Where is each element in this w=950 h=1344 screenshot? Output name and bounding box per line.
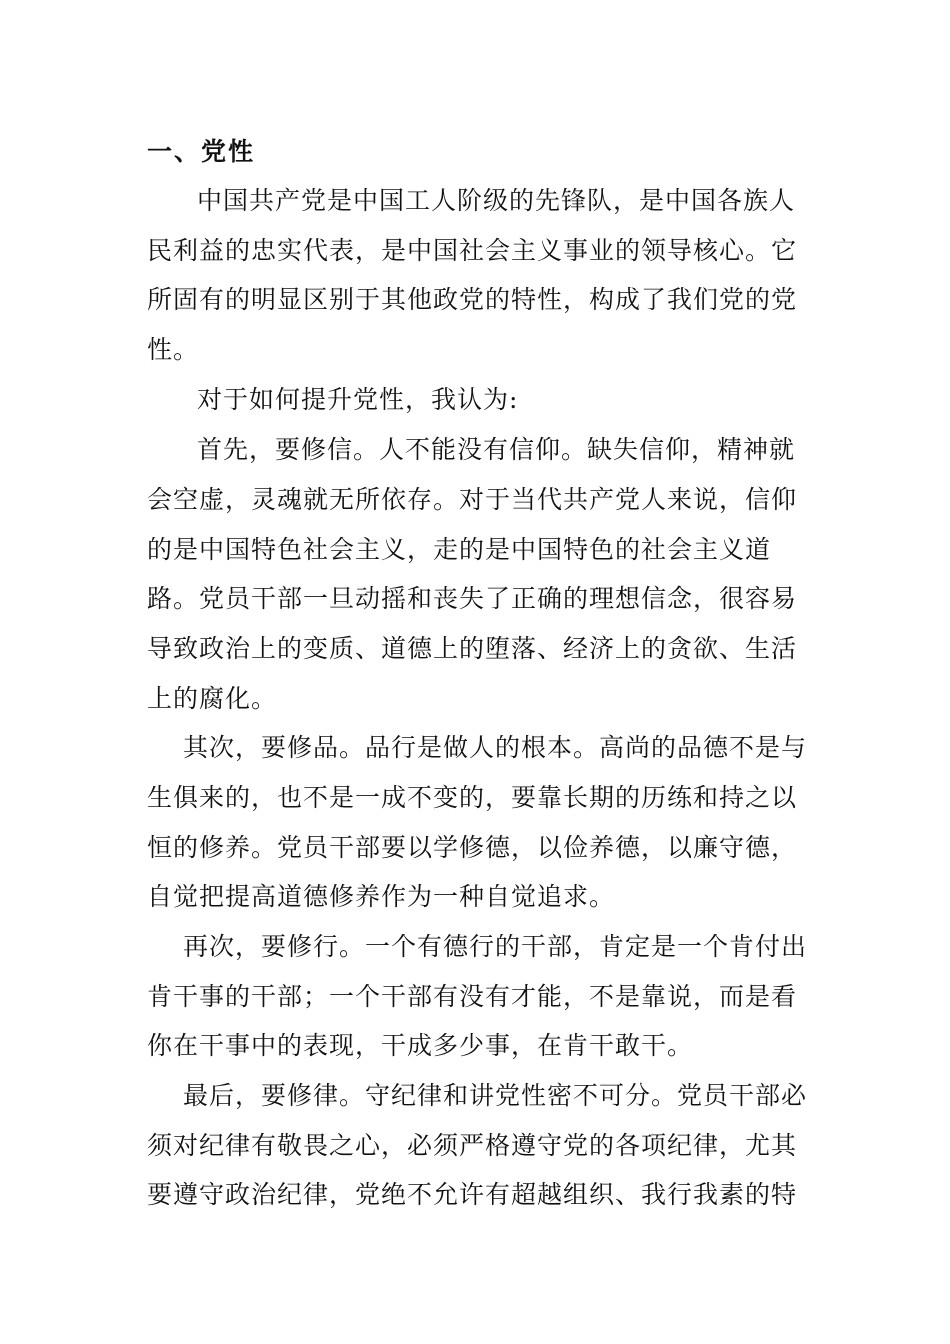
paragraph-line: 民利益的忠实代表，是中国社会主义事业的领导核心。它 [147, 236, 798, 265]
paragraph-line: 会空虚，灵魂就无所依存。对于当代共产党人来说，信仰 [147, 485, 798, 514]
paragraph-line: 肯干事的干部；一个干部有没有才能，不是靠说，而是看 [147, 982, 798, 1011]
paragraph-line: 须对纪律有敬畏之心，必须严格遵守党的各项纪律，尤其 [147, 1131, 798, 1160]
paragraph-line: 自觉把提高道德修养作为一种自觉追求。 [147, 882, 616, 911]
paragraph-line: 路。党员干部一旦动摇和丧失了正确的理想信念，很容易 [147, 584, 798, 613]
paragraph-line: 对于如何提升党性，我认为: [197, 385, 519, 414]
paragraph-line: 要遵守政治纪律，党绝不允许有超越组织、我行我素的特 [147, 1180, 798, 1209]
paragraph-line: 的是中国特色社会主义，走的是中国特色的社会主义道 [147, 535, 772, 564]
paragraph-line: 上的腐化。 [147, 684, 278, 713]
paragraph-line: 导致政治上的变质、道德上的堕落、经济上的贪欲、生活 [147, 634, 798, 663]
paragraph-line: 生俱来的，也不是一成不变的，要靠长期的历练和持之以 [147, 783, 798, 812]
paragraph-line: 中国共产党是中国工人阶级的先锋队，是中国各族人 [197, 186, 796, 215]
paragraph-line: 恒的修养。党员干部要以学修德，以俭养德，以廉守德， [147, 833, 798, 862]
paragraph-line: 再次，要修行。一个有德行的干部，肯定是一个肯付出 [183, 932, 808, 961]
paragraph-line: 你在干事中的表现，干成多少事，在肯干敢干。 [147, 1031, 694, 1060]
paragraph-line: 其次，要修品。品行是做人的根本。高尚的品德不是与 [183, 733, 808, 762]
paragraph-line: 性。 [147, 335, 200, 364]
paragraph-line: 首先，要修信。人不能没有信仰。缺失信仰，精神就 [197, 435, 796, 464]
paragraph-line: 所固有的明显区别于其他政党的特性，构成了我们党的党 [147, 285, 798, 314]
paragraph-line: 最后，要修律。守纪律和讲党性密不可分。党员干部必 [183, 1081, 808, 1110]
section-heading: 一、党性 [147, 137, 256, 166]
